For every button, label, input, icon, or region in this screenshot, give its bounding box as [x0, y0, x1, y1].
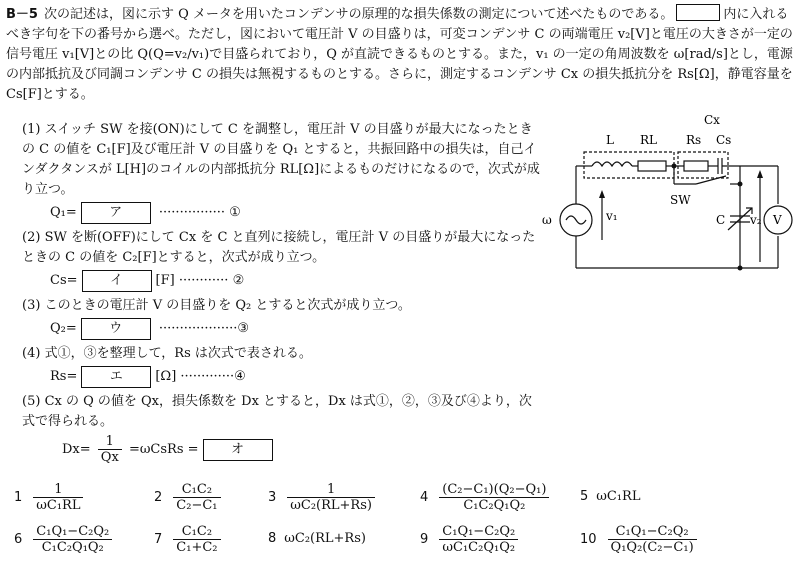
item-text: スイッチ SW を接(ON)にして C を調整し，電圧計 V の目盛りが最大になったときの C の値を C₁[F]及び電圧計 V の目盛りを Q₁ とすると，共振回路中の損失は，自己インダクタンスが L[H]のコイルの内部抵抗分 RL[Ω]によるものだけになるので，次式が成り立つ。: [22, 122, 540, 197]
answer-box-a[interactable]: ア: [81, 202, 151, 224]
choice-fraction: [287, 482, 375, 513]
choice-fraction: [439, 482, 549, 513]
leader-dots: ············: [178, 273, 229, 288]
choice-expression: ωC₁RL: [596, 489, 641, 504]
label-sw: SW: [670, 193, 691, 207]
choice-fraction: [439, 524, 518, 555]
choice-10[interactable]: [580, 524, 700, 555]
equation-5: [22, 434, 542, 465]
leader-dots: ···················: [158, 321, 238, 336]
item-text: Cx の Q の値を Qx，損失係数を Dx とすると，Dx は式①，②，③及び④より，次式で得られる。: [22, 394, 532, 429]
choice-2[interactable]: [154, 482, 224, 513]
choice-3[interactable]: [268, 482, 378, 513]
q-meter-circuit-diagram: [528, 112, 798, 282]
item-text: 式①，③を整理して，Rs は次式で表される。: [44, 346, 312, 361]
problem-number: B－5: [6, 7, 38, 22]
choice-fraction: [173, 482, 220, 513]
denominator: ωC₁C₂Q₁Q₂: [442, 540, 516, 555]
leader-dots: ················: [158, 205, 226, 220]
choice-number: 2: [154, 490, 163, 505]
intro-text-1: 次の記述は，図に示す Q メータを用いたコンデンサの原理的な損失係数の測定について述べたものである。: [43, 7, 674, 22]
choice-number: 6: [14, 532, 23, 547]
fraction-numerator: 1: [98, 434, 122, 450]
choice-7[interactable]: [154, 524, 224, 555]
item-label: (2): [22, 230, 41, 245]
choice-number: 1: [14, 490, 23, 505]
item-label: (3): [22, 298, 41, 313]
question-items: [22, 120, 542, 469]
numerator: (C₂−C₁)(Q₂−Q₁): [439, 482, 549, 498]
label-omega: ω: [542, 213, 552, 227]
label-l: L: [606, 133, 614, 147]
equation-1: [22, 202, 542, 224]
equation-2: [22, 270, 542, 292]
equation-number: ③: [237, 321, 250, 336]
denominator: C₂−C₁: [176, 498, 218, 513]
equation-number: ②: [232, 273, 245, 288]
item-3: [22, 296, 542, 340]
denominator: C₁C₂Q₁Q₂: [463, 498, 526, 513]
voltmeter-label: V: [773, 213, 782, 227]
equation-number: ①: [229, 205, 241, 220]
choice-fraction: [33, 524, 112, 555]
label-rl: RL: [640, 133, 658, 147]
answer-box-e[interactable]: エ: [81, 366, 151, 388]
label-v1: v₁: [606, 209, 618, 223]
numerator: 1: [33, 482, 83, 498]
answer-box-i[interactable]: イ: [82, 270, 152, 292]
numerator: C₁C₂: [173, 482, 220, 498]
item-5: [22, 392, 542, 465]
numerator: C₁Q₁−C₂Q₂: [608, 524, 697, 540]
choice-number: 5: [580, 489, 589, 504]
choice-number: 3: [268, 490, 277, 505]
choice-9[interactable]: [420, 524, 521, 555]
denominator: C₁+C₂: [176, 540, 218, 555]
label-rs: Rs: [686, 133, 702, 147]
answer-box-o[interactable]: オ: [203, 439, 273, 461]
numerator: 1: [287, 482, 375, 498]
choice-5[interactable]: [580, 489, 640, 504]
item-text: このときの電圧計 V の目盛りを Q₂ とすると次式が成り立つ。: [44, 298, 411, 313]
choice-8[interactable]: [268, 531, 366, 546]
choice-1[interactable]: [14, 482, 86, 513]
leader-dots: ·············: [180, 369, 235, 384]
denominator: C₁C₂Q₁Q₂: [41, 540, 104, 555]
label-v2: v₂: [750, 213, 762, 227]
denominator: Q₁Q₂(C₂−C₁): [610, 540, 694, 555]
choice-number: 8: [268, 531, 277, 546]
label-c: C: [716, 213, 726, 227]
choice-number: 4: [420, 490, 429, 505]
item-2: [22, 228, 542, 292]
problem-intro: [6, 4, 794, 105]
equation-4: [22, 366, 542, 388]
equation-number: ④: [234, 369, 246, 384]
item-label: (5): [22, 394, 41, 409]
numerator: C₁C₂: [173, 524, 220, 540]
equation-lhs: Q₁=: [50, 205, 77, 220]
choice-number: 10: [580, 532, 597, 547]
answer-box-u[interactable]: ウ: [81, 318, 151, 340]
equation-lhs: Q₂=: [50, 321, 77, 336]
item-label: (1): [22, 122, 41, 137]
item-4: [22, 344, 542, 388]
label-cs: Cs: [716, 133, 732, 147]
label-cx: Cx: [704, 113, 720, 127]
equation-lhs: Rs=: [50, 369, 78, 384]
choice-fraction: [608, 524, 697, 555]
equation-lhs: Dx=: [62, 442, 91, 457]
numerator: C₁Q₁−C₂Q₂: [439, 524, 518, 540]
equation-middle: =ωCsRs =: [128, 442, 199, 457]
equation-unit: [F]: [155, 273, 175, 288]
item-text: SW を断(OFF)にして Cx を C と直列に接続し，電圧計 V の目盛りが最大になったときの C の値を C₂[F]とすると，次式が成り立つ。: [22, 230, 536, 265]
item-1: [22, 120, 542, 224]
choice-expression: ωC₂(RL+Rs): [284, 531, 366, 546]
choice-number: 7: [154, 532, 163, 547]
choice-6[interactable]: [14, 524, 115, 555]
denominator: ωC₂(RL+Rs): [290, 498, 372, 513]
denominator: ωC₁RL: [36, 498, 81, 513]
choice-4[interactable]: [420, 482, 552, 513]
item-label: (4): [22, 346, 41, 361]
fraction-denominator: Qx: [100, 450, 119, 465]
equation-unit: [Ω]: [155, 369, 177, 384]
equation-lhs: Cs=: [50, 273, 78, 288]
intro-text-2: 内に入れるべき字句を下の番号から選べ。ただし，図において電圧計 V の目盛りは，可変コンデンサ C の両端電圧 v₂[V]と電圧の大きさが一定の信号電圧 v₁[V]との比 Q(Q=v₂/v₁)で目盛られており，Q が直読できるものとする。また，v₁ の一定の角周波数を ω[rad/s]とし，電源の内部抵抗及び同調コンデンサ C の損失は無視するものとする。さらに，測定するコンデンサ Cx の損失抵抗分を Rs[Ω]，静電容量を Cs[F]とする。: [6, 7, 793, 102]
fraction: [98, 434, 122, 465]
choice-number: 9: [420, 532, 429, 547]
choice-fraction: [33, 482, 83, 513]
numerator: C₁Q₁−C₂Q₂: [33, 524, 112, 540]
choice-fraction: [173, 524, 220, 555]
equation-3: [22, 318, 542, 340]
answer-blank-sample: [676, 4, 720, 21]
